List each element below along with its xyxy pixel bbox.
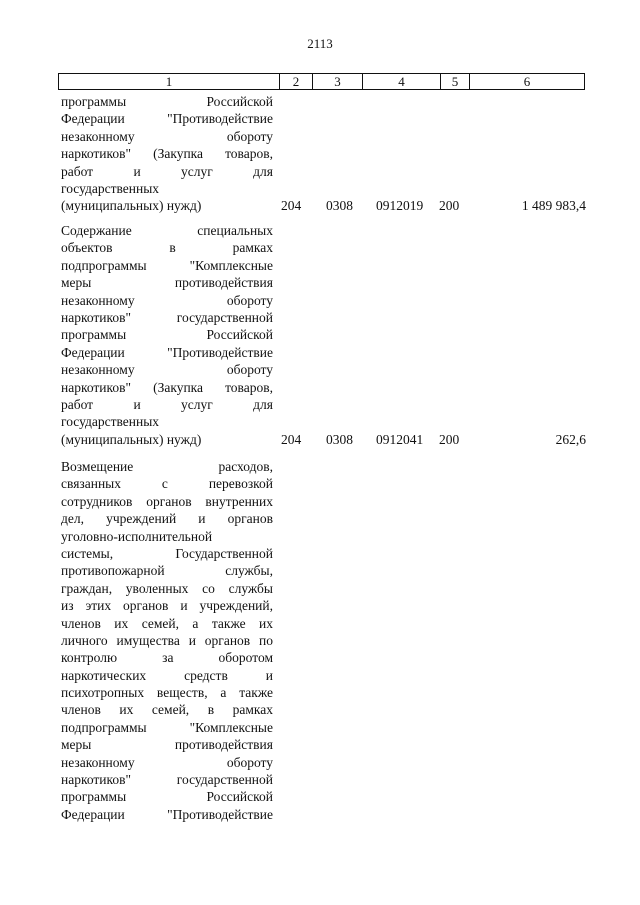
description-line: Содержание специальных	[61, 223, 273, 238]
description-line: из этих органов и учреждений,	[61, 598, 273, 614]
description-line: подпрограммы "Комплексные	[61, 257, 273, 273]
cell-amount: 262,6	[555, 431, 586, 447]
description-line: наркотических средств и	[61, 667, 273, 683]
cell-amount: 1 489 983,4	[521, 198, 586, 214]
cell-expense-type: 200	[439, 198, 460, 214]
description-line: наркотиков" государственной	[61, 309, 273, 325]
description-line: наркотиков" (Закупка товаров,	[61, 379, 273, 395]
description-line: (муниципальных) нужд)	[61, 198, 202, 214]
row-values	[61, 197, 586, 214]
header-col-2: 2	[279, 74, 312, 89]
description-line: незаконному обороту	[61, 128, 273, 144]
row-values	[61, 431, 586, 448]
description-line: контролю за оборотом	[61, 650, 273, 666]
page-number: 2113	[307, 36, 333, 51]
description-line: незаконному обороту	[61, 362, 273, 378]
description-line: Федерации "Противодействие	[61, 344, 273, 360]
description-line: государственных	[61, 414, 160, 430]
description-line: незаконному обороту	[61, 292, 273, 308]
table-row	[61, 93, 586, 215]
cell-section: 0308	[326, 431, 353, 447]
description-line: системы, Государственной	[61, 545, 273, 561]
header-col-6: 6	[469, 74, 584, 89]
description-line: Возмещение расходов,	[61, 459, 273, 474]
description-line: (муниципальных) нужд)	[61, 431, 202, 447]
header-col-1: 1	[165, 74, 173, 89]
description-line: сотрудников органов внутренних	[61, 493, 273, 509]
table-row	[61, 222, 586, 448]
description-line: личного имущества и органов по	[61, 632, 273, 648]
description-line: психотропных веществ, а также	[61, 685, 273, 701]
cell-target-article: 0912019	[376, 198, 424, 214]
description-line: граждан, уволенных со службы	[61, 580, 273, 596]
description-line: наркотиков" (Закупка товаров,	[61, 146, 273, 162]
description-line: дел, учреждений и органов	[61, 511, 273, 527]
description-line: Федерации "Противодействие	[61, 111, 273, 127]
description-line: незаконному обороту	[61, 754, 273, 770]
header-col-5: 5	[440, 74, 469, 89]
row-description	[61, 222, 273, 448]
description-line: подпрограммы "Комплексные	[61, 719, 273, 735]
description-line: государственных	[61, 180, 160, 196]
cell-section: 0308	[326, 198, 353, 214]
description-line: работ и услуг для	[61, 163, 273, 179]
description-line: уголовно-исполнительной	[61, 528, 213, 544]
cell-target-article: 0912041	[376, 431, 424, 447]
description-line: программы Российской	[61, 789, 273, 805]
description-line: членов их семей, в рамках	[61, 702, 273, 718]
description-line: противопожарной службы,	[61, 563, 273, 579]
description-line: Федерации "Противодействие	[61, 806, 273, 822]
row-description	[61, 458, 273, 823]
description-line: программы Российской	[61, 94, 273, 109]
description-line: меры противодействия	[61, 737, 273, 753]
description-line: работ и услуг для	[61, 396, 273, 412]
table-header	[58, 73, 585, 90]
header-col-4: 4	[362, 74, 440, 89]
description-line: меры противодействия	[61, 275, 273, 291]
cell-expense-type: 200	[439, 431, 460, 447]
description-line: наркотиков" государственной	[61, 772, 273, 788]
header-col-3: 3	[312, 74, 362, 89]
description-line: объектов в рамках	[61, 240, 273, 256]
cell-ministry: 204	[281, 198, 302, 214]
description-line: членов их семей, а также их	[61, 615, 273, 631]
table-row	[61, 458, 586, 823]
description-line: программы Российской	[61, 327, 273, 343]
description-line: связанных с перевозкой	[61, 476, 273, 492]
cell-ministry: 204	[281, 431, 302, 447]
